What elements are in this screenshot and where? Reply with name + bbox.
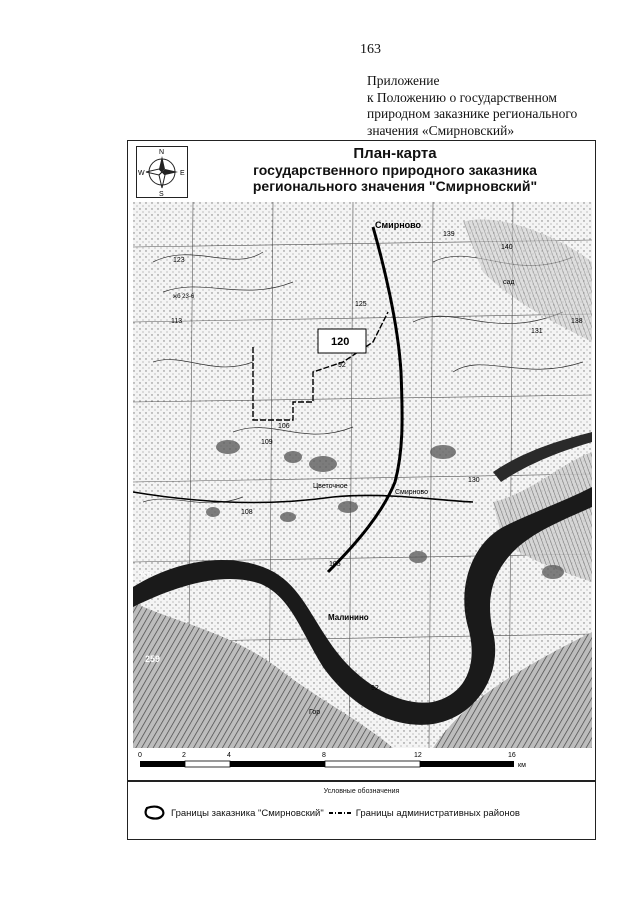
compass-e: E — [180, 170, 185, 177]
spot-height: 138 — [571, 318, 583, 325]
legend-admin-label: Границы административных районов — [355, 807, 520, 819]
spot-height: 123 — [173, 257, 185, 264]
map-title — [200, 146, 590, 194]
spot-height: 113 — [171, 318, 183, 325]
legend-title: Условные обозначения — [323, 788, 400, 795]
scale-tick: 16 — [508, 752, 516, 759]
settlement-label: Усть — [139, 571, 154, 578]
legend-reserve-label: Границы заказника "Смирновский" — [171, 807, 324, 819]
spot-height: 92 — [338, 362, 346, 369]
scale-tick: 2 — [182, 752, 186, 759]
elevation-box-text: 120 — [331, 336, 350, 348]
compass-s: S — [159, 191, 164, 197]
compass-n: N — [159, 149, 165, 156]
appendix-line: Приложение — [367, 73, 440, 88]
spot-height: 109 — [261, 439, 273, 446]
map-title-line: государственного природного заказника — [253, 162, 537, 178]
scale-unit: км — [518, 762, 526, 769]
scale-tick: 8 — [322, 752, 326, 759]
settlement-label: Цветочное — [313, 483, 348, 490]
scale-bar — [136, 748, 596, 778]
spot-height: 139 — [443, 231, 455, 238]
settlement-label: Смирново — [395, 489, 428, 496]
scale-tick: 0 — [138, 752, 142, 759]
map-title-line: регионального значения "Смирновский" — [252, 178, 538, 194]
appendix-line: значения «Смирновский» — [367, 122, 515, 138]
compass-w: W — [138, 170, 145, 177]
spot-height: 259 — [145, 654, 161, 664]
settlement-label: Гор — [309, 709, 321, 716]
spot-height: 92 — [371, 685, 379, 692]
appendix-line: природном заказнике регионального — [367, 106, 578, 121]
scale-tick: 4 — [227, 752, 231, 759]
legend — [127, 781, 596, 840]
page-number: 163 — [360, 42, 381, 57]
reserve-boundary-icon — [141, 804, 167, 822]
scale-tick: 12 — [414, 752, 422, 759]
rail-label: жб 23-6 — [173, 294, 195, 300]
spot-height: 131 — [531, 328, 543, 335]
spot-height: 125 — [355, 301, 367, 308]
appendix-note — [367, 73, 577, 139]
spot-height: 140 — [501, 244, 513, 251]
settlement-label: Смирново — [375, 220, 422, 230]
spot-height: 130 — [468, 477, 480, 484]
map-label: сад — [503, 279, 515, 286]
appendix-line: к Положению о государственном — [367, 89, 557, 105]
legend-row — [141, 804, 520, 822]
settlement-label: Малинино — [328, 613, 369, 622]
compass-rose-icon — [136, 146, 188, 198]
spot-height: 108 — [241, 509, 253, 516]
map-title-line: План-карта — [353, 145, 437, 162]
spot-height: 106 — [278, 423, 290, 430]
spot-height: 105 — [329, 561, 341, 568]
topographic-map — [133, 202, 592, 748]
admin-boundary-icon — [328, 808, 354, 818]
